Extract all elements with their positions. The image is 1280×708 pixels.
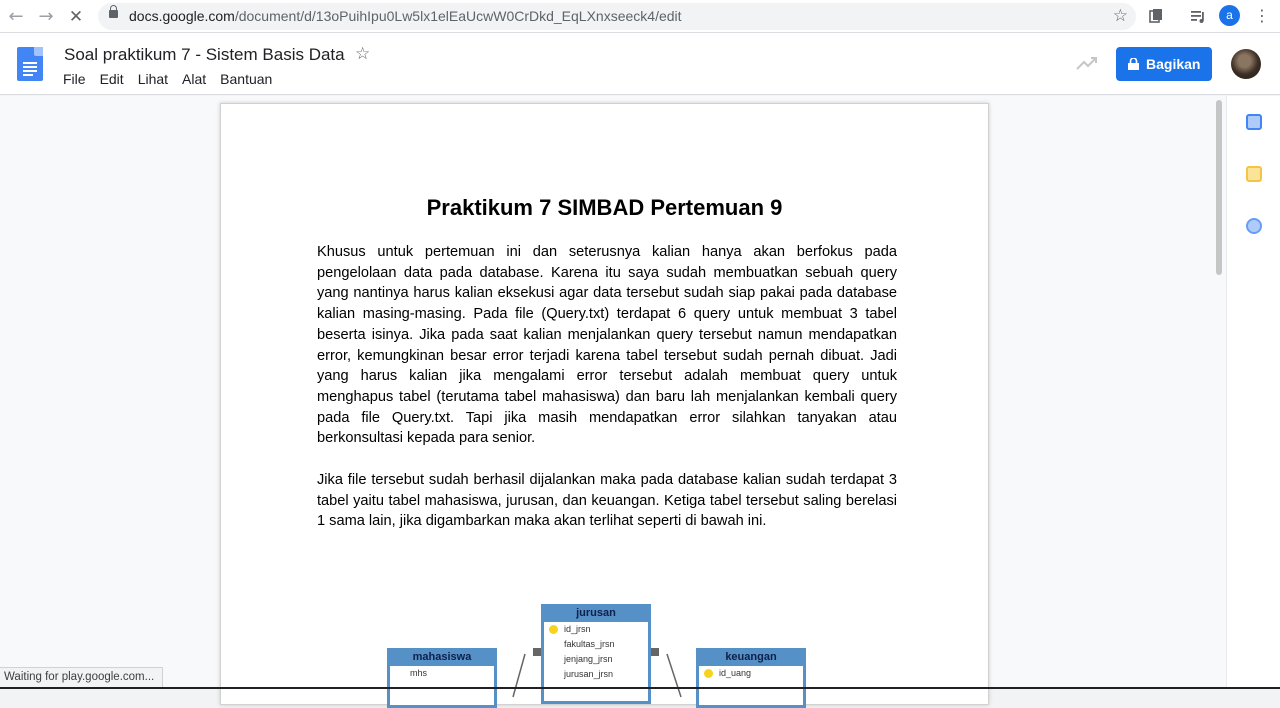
erd-field: jenjang_jrsn [564,654,613,664]
star-icon[interactable]: ☆ [355,44,371,64]
vertical-scrollbar[interactable] [1212,96,1226,689]
erd-field: id_uang [699,666,803,681]
document-page[interactable] [221,104,988,704]
calendar-icon[interactable] [1246,114,1262,130]
back-icon[interactable]: ← [8,6,24,27]
menu-bar [63,71,286,87]
keep-icon[interactable] [1246,166,1262,182]
erd-field: jurusan_jrsn [564,669,614,679]
media-control-icon[interactable] [1189,7,1207,25]
tasks-icon[interactable] [1246,218,1262,234]
menu-file[interactable]: File [63,71,86,87]
forward-icon[interactable]: → [38,6,54,27]
menu-edit[interactable]: Edit [99,71,124,87]
address-bar[interactable] [98,3,1136,30]
erd-table-jurusan [541,604,651,704]
document-canvas[interactable] [0,96,1226,689]
browser-toolbar [0,0,1280,33]
status-bar: Waiting for play.google.com... [0,667,163,687]
share-button[interactable] [1116,47,1212,81]
lock-icon [109,10,118,18]
erd-table-header: keuangan [699,651,803,666]
erd-table-mahasiswa [387,648,497,708]
document-title[interactable]: Soal praktikum 7 - Sistem Basis Data [64,45,345,64]
erd-table-header: jurusan [544,607,648,622]
docs-header [0,33,1280,95]
erd-field: fakultas_jrsn [564,639,615,649]
erd-table-header: mahasiswa [390,651,494,666]
side-panel [1226,96,1280,689]
menu-view[interactable]: Lihat [137,71,169,87]
activity-trend-icon[interactable] [1076,55,1098,71]
extension-icon[interactable] [1147,7,1165,25]
erd-table-keuangan [696,648,806,708]
stop-loading-icon[interactable]: ✕ [68,7,84,27]
menu-tools[interactable]: Alat [182,71,207,87]
profile-avatar[interactable]: a [1219,5,1240,26]
paragraph-1: Khusus untuk pertemuan ini dan seterusnya kalian hanya akan berfokus pada pengelolaan data pada database. Karena itu saya sudah membuatkan sebuah query yang nantinya harus kalian eksekusi agar data tersebut sudah siap pakai pada database kalian masing-masing. Pada file (Query.txt) terdapat 6 query untuk membuat 3 tabel beserta isinya. Jika pada saat kalian menjalankan query tersebut namun mendapatkan error, kemungkinan besar error terjadi karena tabel tersebut sudah pernah dibuat. Jadi yang harus kalian jika mengalami error tersebut adalah membuat query untuk menghapus tabel (terutama tabel mahasiswa) dan baru lah menjalankan kembali query pada file Query.txt. Tapi jika masih mendapatkan error silahkan tanyakan atau berkonsultasi kepada para senior. [317,244,897,447]
user-avatar[interactable] [1231,49,1261,79]
erd-field: mhs [410,668,428,678]
bookmark-star-icon[interactable]: ☆ [1112,6,1128,26]
docs-logo-icon[interactable] [17,47,43,81]
document-heading: Praktikum 7 SIMBAD Pertemuan 9 [426,195,783,220]
erd-field: id_jrsn [544,622,648,637]
url-text[interactable]: docs.google.com/document/d/13oPuihIpu0Lw5lx1elEaUcwW0CrDkd_EqLXnxseeck4/edit [129,8,682,24]
scrollbar-thumb[interactable] [1216,100,1222,275]
paragraph-2: Jika file tersebut sudah berhasil dijalankan maka pada database kalian sudah terdapat 3 tabel yaitu tabel mahasiswa, jurusan, dan keuangan. Ketiga tabel tersebut saling berelasi 1 sama lain, jika digambarkan maka akan terlihat seperti di bawah ini. [317,472,897,530]
lock-icon [1128,58,1139,70]
browser-menu-icon[interactable]: ⋮ [1254,6,1270,25]
menu-help[interactable]: Bantuan [220,71,273,87]
share-button-label: Bagikan [1146,56,1201,72]
